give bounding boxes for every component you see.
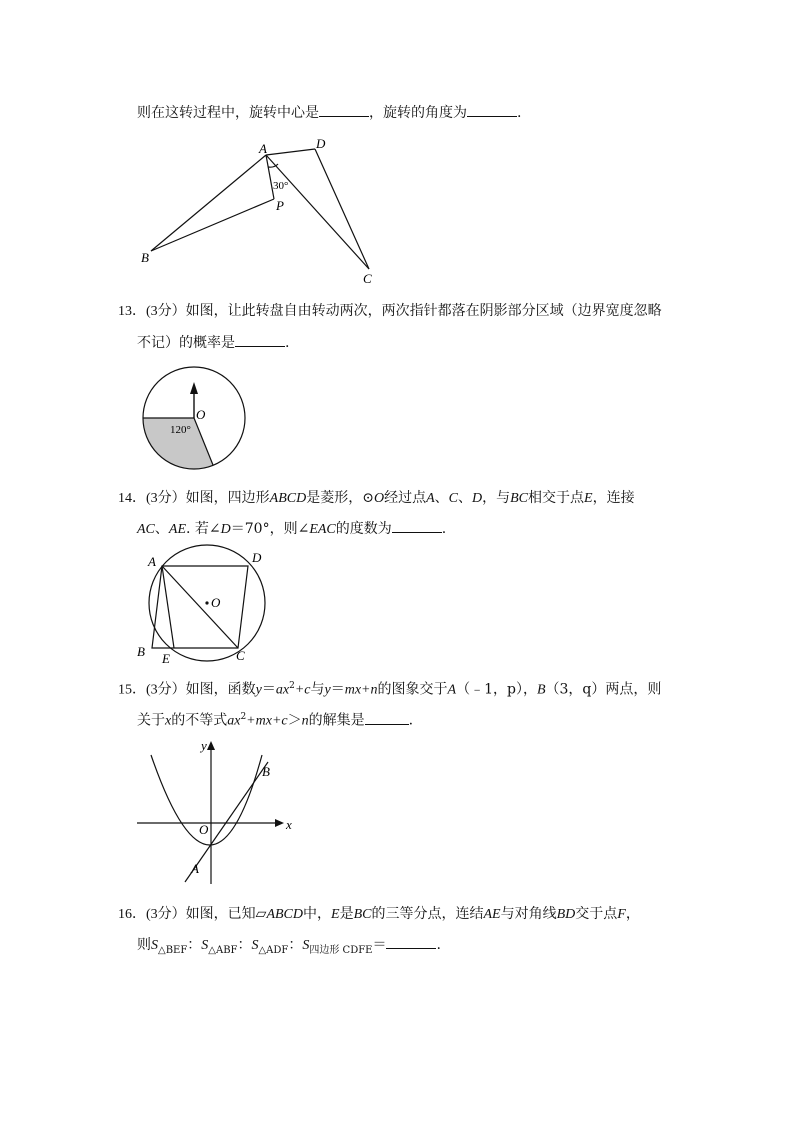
q13-line2: 不记）的概率是 . <box>137 335 290 351</box>
q15-line1: 15．(3分）如图，函数$y=ax^2+c$与y＝mx+n的图象交于A（﹣1，p），B（3，q）两点，则 <box>118 681 662 698</box>
q12-label-A: A <box>259 141 267 156</box>
q13-line1: 13．(3分）如图，让此转盘自由转动两次，两次指针都落在阴影部分区域（边界宽度忽略 <box>118 303 662 319</box>
q15-label-A: A <box>191 861 199 876</box>
q12-angle-label: 30° <box>273 180 289 192</box>
q14-label-D: D <box>252 550 262 565</box>
q15-line2: 关于x的不等式$ax^2+mx+c>n$的解集是 . <box>137 712 414 729</box>
q14-label-E: E <box>162 651 170 666</box>
q15-y-axis-arrow-icon <box>207 741 215 750</box>
q12-label-C: C <box>363 271 372 286</box>
q15-label-B: B <box>262 764 270 779</box>
q14-label-B: B <box>137 644 145 659</box>
q15-label-O: O <box>199 822 209 837</box>
q15-label-y: y <box>201 738 207 753</box>
q14-line1: 14．(3分）如图，四边形ABCD是菱形，⊙O经过点A、C、D，与BC相交于点E，连接 <box>118 490 635 506</box>
q14-label-A: A <box>148 554 156 569</box>
q16-line1: 16．(3分）如图，已知▱ABCD中，E是BC的三等分点，连结AE与对角线BD交于点F， <box>118 906 640 922</box>
q15-label-x: x <box>286 817 292 832</box>
q14-label-C: C <box>236 648 245 663</box>
q14-label-O: O <box>211 595 221 610</box>
q16-line2: 则$S_{\triangle BEF}$：$S_{\triangle ABF}$：$S_{\triangle ADF}$：$S_{四边形 CDFE}=$ . <box>137 937 441 956</box>
q12-text: 则在这转过程中，旋转中心是 ，旋转的角度为 . <box>137 105 522 121</box>
q13-angle-label: 120° <box>170 424 191 436</box>
q14-line2: AC、AE. 若∠D＝70°，则∠EAC的度数为 . <box>137 521 447 537</box>
q12-label-B: B <box>141 250 149 265</box>
q15-x-axis-arrow-icon <box>275 819 284 827</box>
q13-label-O: O <box>196 407 206 422</box>
q16-answer-blank[interactable] <box>386 936 436 949</box>
q12-label-P: P <box>276 198 284 213</box>
q12-label-D: D <box>316 136 326 151</box>
